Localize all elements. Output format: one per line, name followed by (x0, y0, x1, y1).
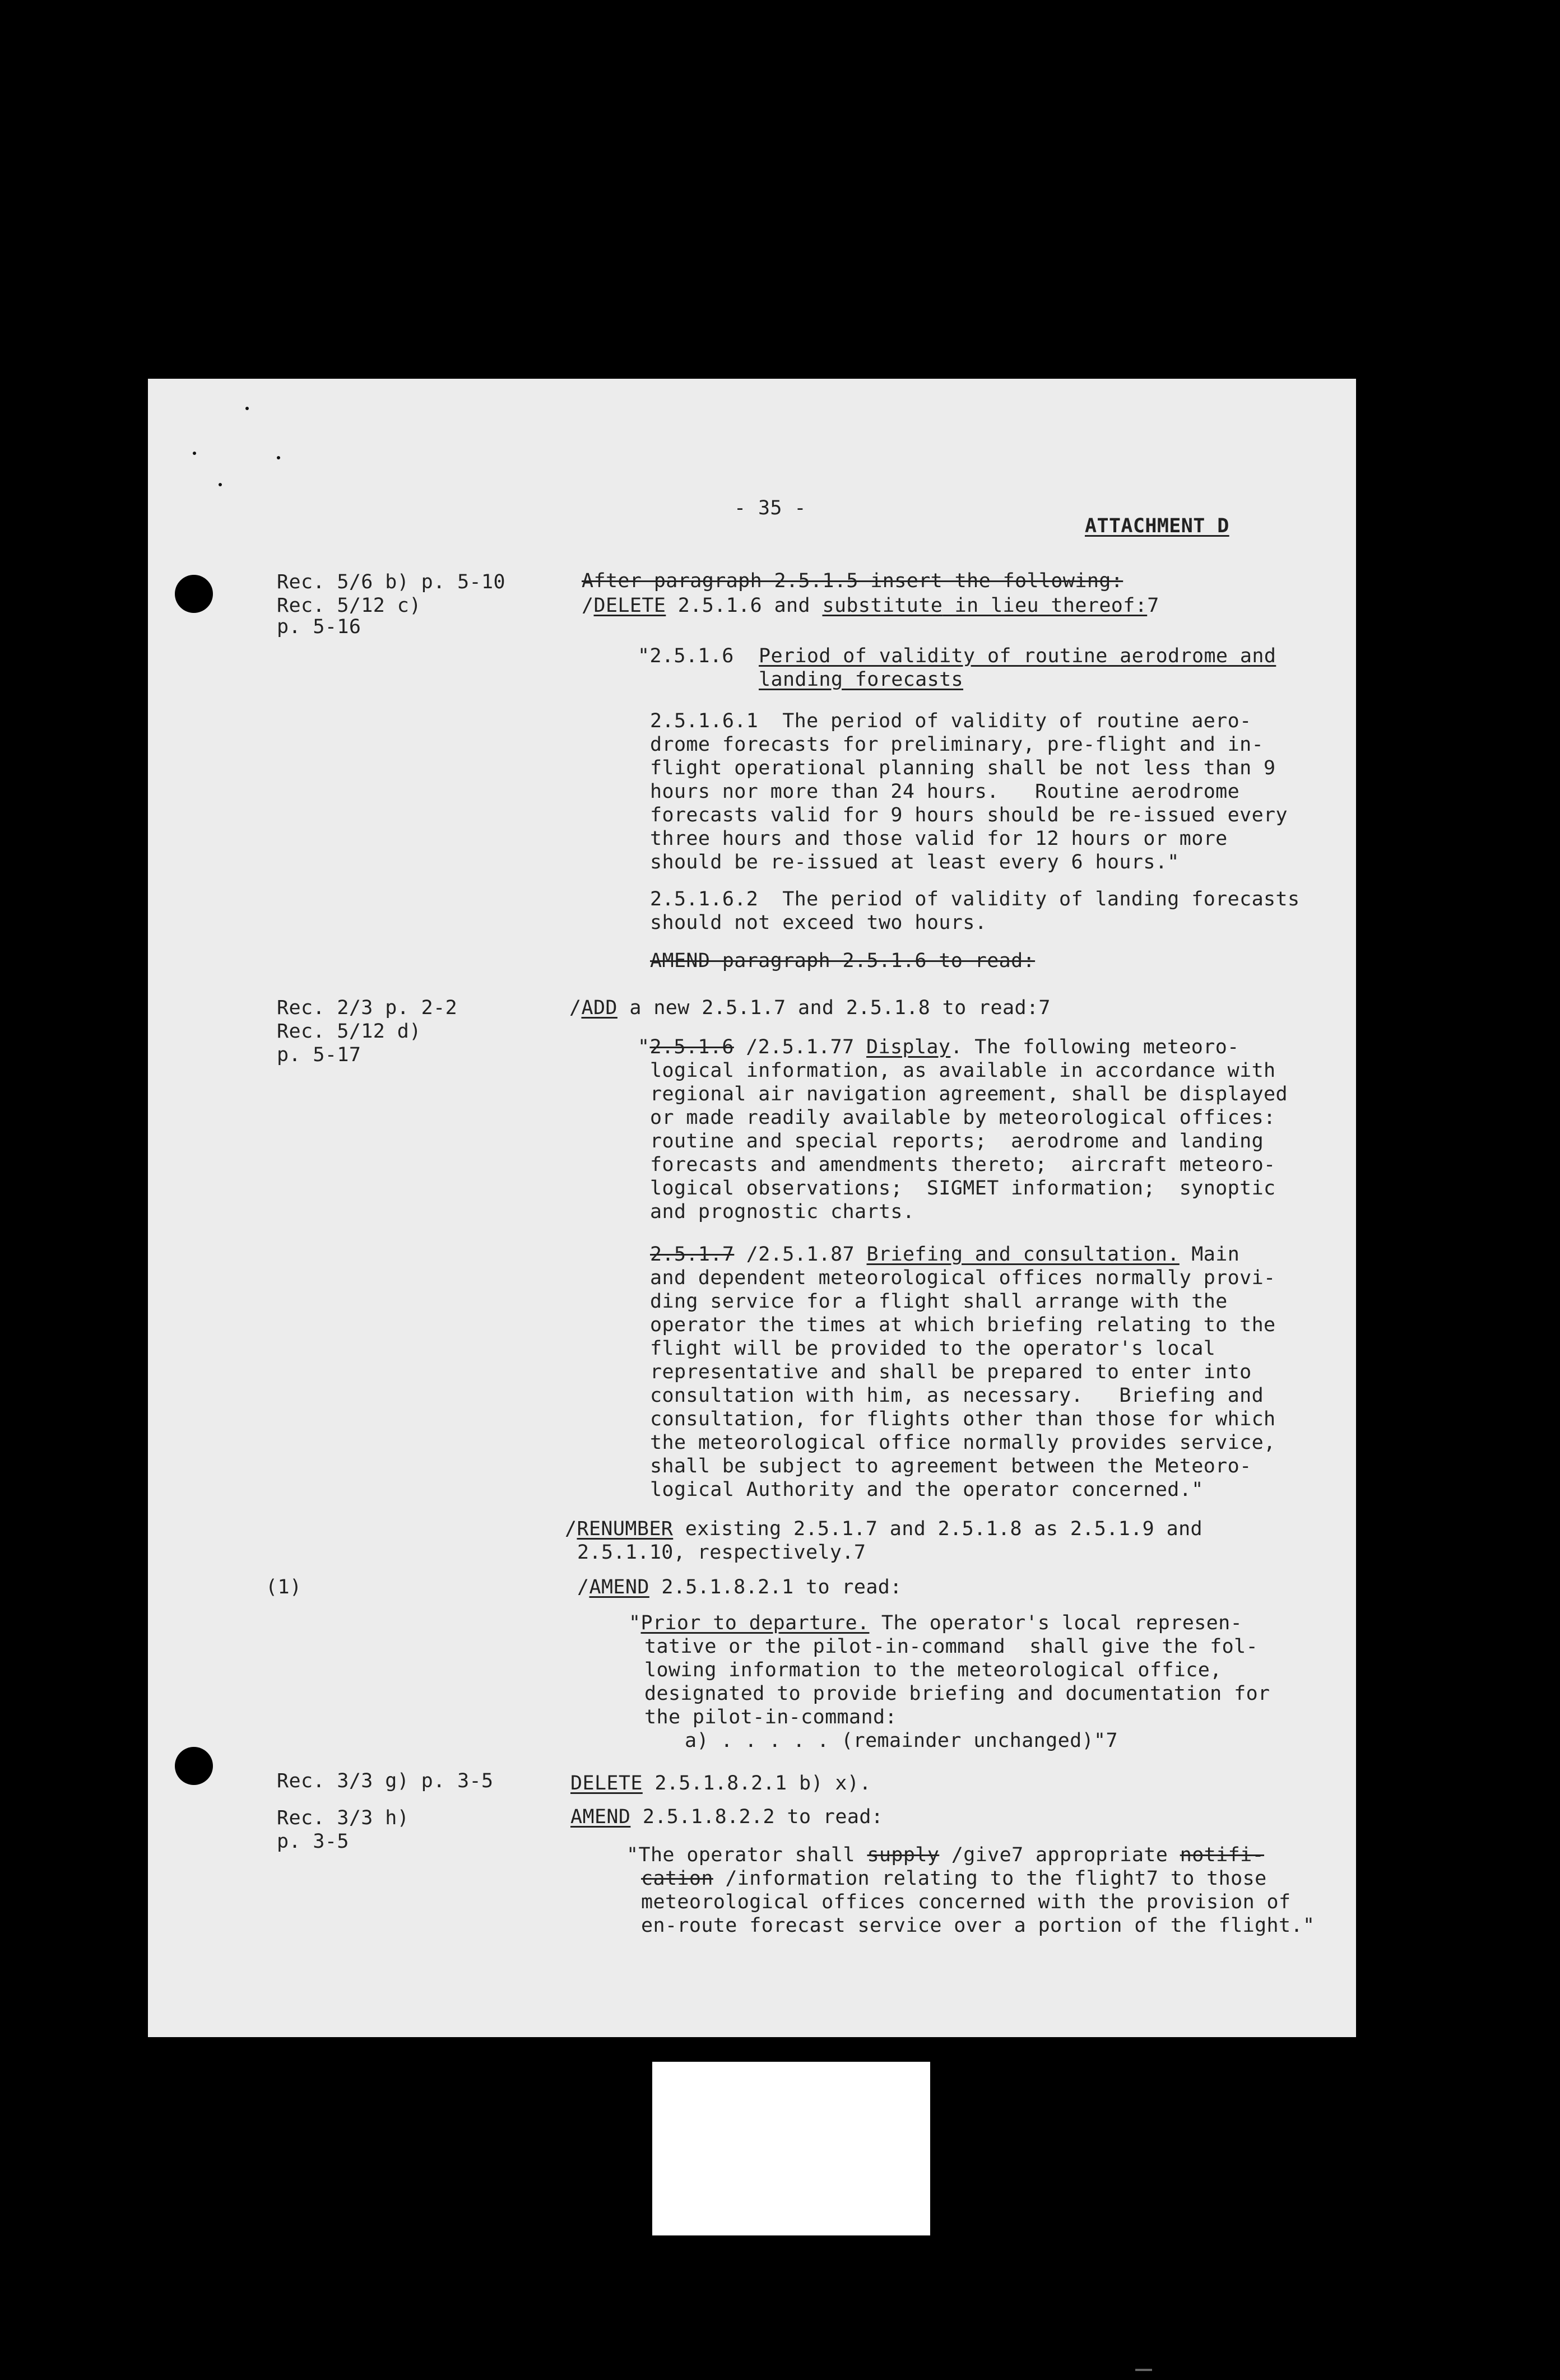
page-number: - 35 - (734, 497, 806, 519)
renumber-line: /RENUMBER existing 2.5.1.7 and 2.5.1.8 as 2.5.1.9 and (565, 1518, 1203, 1540)
briefing-first-line: 2.5.1.7 /2.5.1.87 Briefing and consultation. Main (650, 1243, 1240, 1266)
attachment-label: ATTACHMENT D (1085, 515, 1229, 537)
delete-line: DELETE 2.5.1.8.2.1 b) x). (570, 1772, 871, 1795)
quote-line-1: "The operator shall supply /give7 appropriate notifi- (626, 1844, 1265, 1866)
struck-amend: AMEND paragraph 2.5.1.6 to read: (650, 950, 1036, 972)
quote-line-2: cation /information relating to the flight7 to those (641, 1867, 1267, 1890)
struck-instruction: After paragraph 2.5.1.5 insert the following: (582, 570, 1123, 592)
paragraph-2516-2: 2.5.1.6.2 The period of validity of landing forecasts should not exceed two hours. (650, 888, 1300, 934)
delete-substitute-line: /DELETE 2.5.1.6 and substitute in lieu thereof:7 (582, 594, 1159, 617)
display-first-line: "2.5.1.6 /2.5.1.77 Display. The following meteoro- (638, 1036, 1239, 1058)
renumber-line-2: 2.5.1.10, respectively.7 (577, 1541, 866, 1564)
rec-ref: p. 5-16 (277, 616, 361, 638)
prior-paragraph: tative or the pilot-in-command shall give the fol- lowing information to the meteorological office, designated to provide briefing and documentation for the pilot-in-command: (644, 1635, 1270, 1728)
rec-ref: Rec. 5/12 c) (277, 594, 421, 617)
amend-line: /AMEND 2.5.1.8.2.1 to read: (577, 1576, 902, 1598)
punch-hole-bottom (175, 1747, 213, 1785)
paragraph-2516-1: 2.5.1.6.1 The period of validity of routine aero- drome forecasts for preliminary, pre-flight and in- flight operational planning shall be not less than 9 hours nor more than 24 hours. Routine aerodrome forecasts valid for 9 hours should be re-issued every three hours and those valid for 12 hours or more should be re-issued at least every 6 hours." (650, 710, 1288, 873)
rec-ref: (1) (266, 1576, 302, 1598)
add-line: /ADD a new 2.5.1.7 and 2.5.1.8 to read:7 (569, 997, 1051, 1019)
display-paragraph: logical information, as available in accordance with regional air navigation agreement, shall be displayed or made readily available by meteorological offices: routine and special reports; aerodrome and landing forecasts and amendments thereto; aircraft meteoro- logical observations; SIGMET information; synoptic and prognostic charts. (650, 1059, 1288, 1223)
prior-item: a) . . . . . (remainder unchanged)"7 (685, 1730, 1118, 1752)
rec-ref: Rec. 5/6 b) p. 5-10 (277, 571, 505, 593)
quote-paragraph: meteorological offices concerned with the provision of en-route forecast service over a portion of the flight." (641, 1891, 1315, 1937)
rec-ref: Rec. 3/3 g) p. 3-5 (277, 1770, 494, 1792)
rec-ref: p. 5-17 (277, 1044, 361, 1066)
heading-title: landing forecasts (759, 668, 964, 691)
rec-ref: Rec. 5/12 d) (277, 1020, 421, 1043)
document-page (148, 379, 1356, 2037)
rec-ref: Rec. 2/3 p. 2-2 (277, 997, 458, 1019)
punch-hole-top (175, 575, 213, 613)
speck (277, 456, 280, 459)
prior-first-line: "Prior to departure. The operator's local represen- (629, 1612, 1243, 1634)
briefing-paragraph: and dependent meteorological offices normally provi- ding service for a flight shall arrange with the operator the times at which briefing relating to the flight will be provided to the operator's local representative and shall be prepared to enter into consultation with him, as necessary. Briefing and consultation, for flights other than those for which the meteorological office normally provides service, shall be subject to agreement between the Meteoro- logical Authority and the operator concerned." (650, 1267, 1276, 1501)
rec-ref: Rec. 3/3 h) (277, 1807, 410, 1829)
blank-label-card (652, 2062, 930, 2235)
speck (245, 407, 249, 410)
speck (219, 483, 222, 486)
speck (193, 452, 196, 455)
heading-title: Period of validity of routine aerodrome and (759, 645, 1276, 667)
rec-ref: p. 3-5 (277, 1830, 349, 1853)
heading-number: "2.5.1.6 (638, 645, 734, 667)
amend-line: AMEND 2.5.1.8.2.2 to read: (570, 1806, 884, 1828)
scan-artifact (1135, 2369, 1152, 2371)
